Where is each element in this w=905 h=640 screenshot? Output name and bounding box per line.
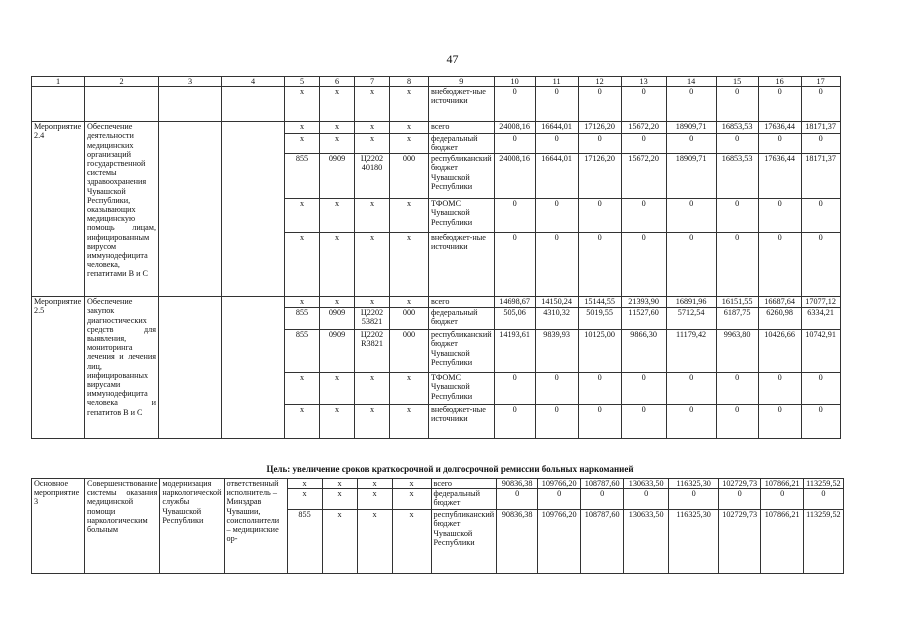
funding-source: всего bbox=[429, 297, 495, 308]
cell: х bbox=[285, 297, 320, 308]
cell: х bbox=[390, 233, 429, 297]
funding-source: всего bbox=[429, 122, 495, 134]
cell: х bbox=[355, 233, 390, 297]
cell: х bbox=[355, 134, 390, 154]
col-header: 1 bbox=[32, 77, 85, 87]
cell: 6334,21 bbox=[801, 308, 840, 330]
responsible-executor: ответственный исполнитель – Минздрав Чувашии, соисполнители – медицинские ор- bbox=[224, 479, 287, 574]
cell: 130633,50 bbox=[624, 479, 669, 489]
cell bbox=[159, 297, 222, 439]
funding-source: внебюджет-ные источники bbox=[429, 405, 495, 439]
cell: х bbox=[285, 134, 320, 154]
cell: 0 bbox=[758, 134, 801, 154]
cell: 855 bbox=[285, 308, 320, 330]
cell: 0 bbox=[716, 405, 758, 439]
cell: 0 bbox=[578, 199, 621, 233]
cell: 0 bbox=[804, 489, 844, 510]
cell: 0 bbox=[578, 87, 621, 122]
cell: х bbox=[322, 489, 357, 510]
cell: 130633,50 bbox=[624, 510, 669, 574]
cell: 5019,55 bbox=[578, 308, 621, 330]
financing-table-continued bbox=[31, 478, 844, 574]
cell: х bbox=[322, 479, 357, 489]
cell: 0 bbox=[621, 233, 666, 297]
cell bbox=[222, 87, 285, 122]
cell: х bbox=[320, 134, 355, 154]
col-header: 9 bbox=[429, 77, 495, 87]
measure-description: Обеспечение закупок диагностических средств для выявления, мониторинга лечения и лечения лиц, инфицированных вирусами иммунодефицита человека и гепатитов В и С bbox=[85, 297, 159, 439]
cell: 5712,54 bbox=[666, 308, 716, 330]
cell: 17636,44 bbox=[758, 154, 801, 199]
cell: 0 bbox=[538, 489, 581, 510]
cell: х bbox=[355, 373, 390, 405]
funding-source: внебюджет-ные источники bbox=[429, 87, 495, 122]
cell: 0 bbox=[581, 489, 624, 510]
cell bbox=[159, 122, 222, 297]
cell: 0 bbox=[578, 373, 621, 405]
cell: х bbox=[390, 405, 429, 439]
cell: 0 bbox=[666, 134, 716, 154]
cell: Ц2202 R3821 bbox=[355, 330, 390, 373]
cell: х bbox=[390, 134, 429, 154]
goal-heading: Цель: увеличение сроков краткосрочной и долгосрочной ремиссии больных наркоманией bbox=[266, 464, 634, 474]
cell: х bbox=[320, 122, 355, 134]
cell: 14150,24 bbox=[535, 297, 578, 308]
cell: х bbox=[390, 297, 429, 308]
cell: х bbox=[355, 199, 390, 233]
cell: 0 bbox=[494, 87, 535, 122]
cell: 0 bbox=[666, 233, 716, 297]
funding-source: внебюджет-ные источники bbox=[429, 233, 495, 297]
col-header: 16 bbox=[758, 77, 801, 87]
cell: х bbox=[390, 122, 429, 134]
cell: 116325,30 bbox=[669, 479, 719, 489]
cell: 108787,60 bbox=[581, 510, 624, 574]
table-row bbox=[32, 87, 841, 122]
cell: 0 bbox=[494, 373, 535, 405]
cell: 0 bbox=[761, 489, 804, 510]
cell: 0 bbox=[758, 199, 801, 233]
cell: 0909 bbox=[320, 154, 355, 199]
cell: х bbox=[392, 489, 431, 510]
cell: 0 bbox=[535, 373, 578, 405]
cell: 0 bbox=[716, 233, 758, 297]
col-header: 15 bbox=[716, 77, 758, 87]
funding-source: республиканский бюджет Чувашской Республики bbox=[431, 510, 497, 574]
cell: 0 bbox=[578, 405, 621, 439]
page-number: 47 bbox=[446, 52, 459, 66]
cell: 113259,52 bbox=[804, 479, 844, 489]
cell: 000 bbox=[390, 330, 429, 373]
cell: 6260,98 bbox=[758, 308, 801, 330]
funding-source: ТФОМС Чувашской Республики bbox=[429, 199, 495, 233]
cell: 855 bbox=[285, 330, 320, 373]
cell: 17126,20 bbox=[578, 154, 621, 199]
cell bbox=[159, 87, 222, 122]
cell: 18909,71 bbox=[666, 122, 716, 134]
cell: 108787,60 bbox=[581, 479, 624, 489]
cell: х bbox=[285, 233, 320, 297]
funding-source: республиканский бюджет Чувашской Республики bbox=[429, 330, 495, 373]
col-header: 10 bbox=[494, 77, 535, 87]
cell: х bbox=[390, 373, 429, 405]
cell: х bbox=[320, 373, 355, 405]
cell: 24008,16 bbox=[494, 122, 535, 134]
cell: 0 bbox=[669, 489, 719, 510]
expected-result: модернизация наркологической службы Чувашской Республики bbox=[160, 479, 224, 574]
cell: 4310,32 bbox=[535, 308, 578, 330]
cell: х bbox=[285, 122, 320, 134]
cell: х bbox=[285, 87, 320, 122]
funding-source: федеральный бюджет bbox=[429, 134, 495, 154]
cell: 16853,53 bbox=[716, 154, 758, 199]
header-row bbox=[32, 77, 841, 87]
cell: 15144,55 bbox=[578, 297, 621, 308]
cell: 0 bbox=[666, 405, 716, 439]
cell: 0 bbox=[801, 87, 840, 122]
cell bbox=[222, 297, 285, 439]
cell: х bbox=[355, 87, 390, 122]
cell: 109766,20 bbox=[538, 479, 581, 489]
cell: х bbox=[285, 405, 320, 439]
cell: 0 bbox=[758, 87, 801, 122]
cell: 17126,20 bbox=[578, 122, 621, 134]
cell bbox=[222, 122, 285, 297]
cell: 0 bbox=[716, 373, 758, 405]
cell: 0 bbox=[578, 233, 621, 297]
cell: х bbox=[320, 87, 355, 122]
table-row bbox=[32, 479, 844, 489]
cell: 0 bbox=[535, 134, 578, 154]
cell: 0 bbox=[666, 373, 716, 405]
cell: Ц2202 40180 bbox=[355, 154, 390, 199]
cell: 18171,37 bbox=[801, 122, 840, 134]
cell: 0 bbox=[497, 489, 538, 510]
funding-source: федеральный бюджет bbox=[429, 308, 495, 330]
cell: 109766,20 bbox=[538, 510, 581, 574]
cell: 0 bbox=[801, 134, 840, 154]
cell: х bbox=[355, 405, 390, 439]
cell: 0 bbox=[621, 199, 666, 233]
cell: 90836,38 bbox=[497, 510, 538, 574]
cell: 0 bbox=[666, 199, 716, 233]
cell: 000 bbox=[390, 154, 429, 199]
col-header: 12 bbox=[578, 77, 621, 87]
cell: 0 bbox=[758, 233, 801, 297]
col-header: 2 bbox=[85, 77, 159, 87]
col-header: 13 bbox=[621, 77, 666, 87]
cell: 0 bbox=[801, 199, 840, 233]
cell: х bbox=[357, 479, 392, 489]
cell: 16891,96 bbox=[666, 297, 716, 308]
cell: х bbox=[392, 479, 431, 489]
cell: 18171,37 bbox=[801, 154, 840, 199]
cell: 0 bbox=[535, 405, 578, 439]
cell: 0 bbox=[535, 199, 578, 233]
cell: 0 bbox=[624, 489, 669, 510]
cell: 14698,67 bbox=[494, 297, 535, 308]
cell: 116325,30 bbox=[669, 510, 719, 574]
cell: 0 bbox=[494, 134, 535, 154]
col-header: 3 bbox=[159, 77, 222, 87]
cell: х bbox=[320, 199, 355, 233]
measure-description: Совершенствование системы оказания медицинской помощи наркологическим больным bbox=[85, 479, 160, 574]
cell bbox=[85, 87, 159, 122]
cell: 102729,73 bbox=[719, 479, 761, 489]
cell: 0909 bbox=[320, 330, 355, 373]
col-header: 14 bbox=[666, 77, 716, 87]
cell: х bbox=[285, 373, 320, 405]
col-header: 7 bbox=[355, 77, 390, 87]
cell: Ц2202 53821 bbox=[355, 308, 390, 330]
measure-name: Мероприятие 2.5 bbox=[32, 297, 85, 439]
cell: х bbox=[320, 405, 355, 439]
col-header: 6 bbox=[320, 77, 355, 87]
cell: 16853,53 bbox=[716, 122, 758, 134]
cell: 11179,42 bbox=[666, 330, 716, 373]
cell: 17077,12 bbox=[801, 297, 840, 308]
cell: 16644,01 bbox=[535, 122, 578, 134]
cell: 24008,16 bbox=[494, 154, 535, 199]
cell: 14193,61 bbox=[494, 330, 535, 373]
cell: 90836,38 bbox=[497, 479, 538, 489]
cell: х bbox=[390, 87, 429, 122]
col-header: 8 bbox=[390, 77, 429, 87]
cell: 0 bbox=[494, 405, 535, 439]
cell: 0 bbox=[758, 405, 801, 439]
cell: 0 bbox=[716, 199, 758, 233]
cell: х bbox=[357, 489, 392, 510]
cell: х bbox=[357, 510, 392, 574]
cell: 10426,66 bbox=[758, 330, 801, 373]
cell: 0 bbox=[494, 233, 535, 297]
cell: 9839,93 bbox=[535, 330, 578, 373]
cell: х bbox=[287, 489, 322, 510]
cell: 0 bbox=[578, 134, 621, 154]
financing-table bbox=[31, 76, 841, 439]
cell: 0 bbox=[621, 405, 666, 439]
funding-source: ТФОМС Чувашской Республики bbox=[429, 373, 495, 405]
cell: 113259,52 bbox=[804, 510, 844, 574]
cell: 10125,00 bbox=[578, 330, 621, 373]
cell: 18909,71 bbox=[666, 154, 716, 199]
cell: 0 bbox=[535, 233, 578, 297]
cell: х bbox=[322, 510, 357, 574]
cell: 0909 bbox=[320, 308, 355, 330]
cell: х bbox=[287, 479, 322, 489]
measure-name: Основное мероприятие 3 bbox=[32, 479, 85, 574]
cell: 9963,80 bbox=[716, 330, 758, 373]
cell: 10742,91 bbox=[801, 330, 840, 373]
cell: х bbox=[390, 199, 429, 233]
cell: 0 bbox=[621, 373, 666, 405]
cell bbox=[32, 87, 85, 122]
cell: 0 bbox=[801, 373, 840, 405]
col-header: 17 bbox=[801, 77, 840, 87]
cell: 855 bbox=[287, 510, 322, 574]
funding-source: всего bbox=[431, 479, 497, 489]
cell: 9866,30 bbox=[621, 330, 666, 373]
cell: 102729,73 bbox=[719, 510, 761, 574]
cell: 505,06 bbox=[494, 308, 535, 330]
cell: х bbox=[320, 297, 355, 308]
cell: х bbox=[320, 233, 355, 297]
cell: х bbox=[392, 510, 431, 574]
measure-description: Обеспечение деятельности медицинских организаций государственной системы здравоохранения Чувашской Республики, оказывающих медицинскую помощь лицам, инфицированным вирусом иммунодефицита человека, гепатитами В и С bbox=[85, 122, 159, 297]
cell: 15672,20 bbox=[621, 122, 666, 134]
funding-source: федеральный бюджет bbox=[431, 489, 497, 510]
cell: 17636,44 bbox=[758, 122, 801, 134]
cell: 16151,55 bbox=[716, 297, 758, 308]
cell: х bbox=[355, 297, 390, 308]
cell: 855 bbox=[285, 154, 320, 199]
cell: 0 bbox=[716, 87, 758, 122]
cell: 0 bbox=[535, 87, 578, 122]
cell: 0 bbox=[494, 199, 535, 233]
cell: 15672,20 bbox=[621, 154, 666, 199]
cell: 21393,90 bbox=[621, 297, 666, 308]
col-header: 11 bbox=[535, 77, 578, 87]
cell: 0 bbox=[719, 489, 761, 510]
cell: 16644,01 bbox=[535, 154, 578, 199]
cell: 0 bbox=[621, 134, 666, 154]
cell: 6187,75 bbox=[716, 308, 758, 330]
cell: 000 bbox=[390, 308, 429, 330]
cell: 11527,60 bbox=[621, 308, 666, 330]
cell: 0 bbox=[621, 87, 666, 122]
col-header: 4 bbox=[222, 77, 285, 87]
col-header: 5 bbox=[285, 77, 320, 87]
cell: х bbox=[285, 199, 320, 233]
cell: 0 bbox=[801, 405, 840, 439]
funding-source: республиканский бюджет Чувашской Республики bbox=[429, 154, 495, 199]
cell: 107866,21 bbox=[761, 479, 804, 489]
cell: 0 bbox=[801, 233, 840, 297]
cell: 0 bbox=[716, 134, 758, 154]
cell: 0 bbox=[758, 373, 801, 405]
cell: 0 bbox=[666, 87, 716, 122]
cell: х bbox=[355, 122, 390, 134]
measure-name: Мероприятие 2.4 bbox=[32, 122, 85, 297]
table-row bbox=[32, 297, 841, 308]
cell: 107866,21 bbox=[761, 510, 804, 574]
cell: 16687,64 bbox=[758, 297, 801, 308]
table-row bbox=[32, 122, 841, 134]
